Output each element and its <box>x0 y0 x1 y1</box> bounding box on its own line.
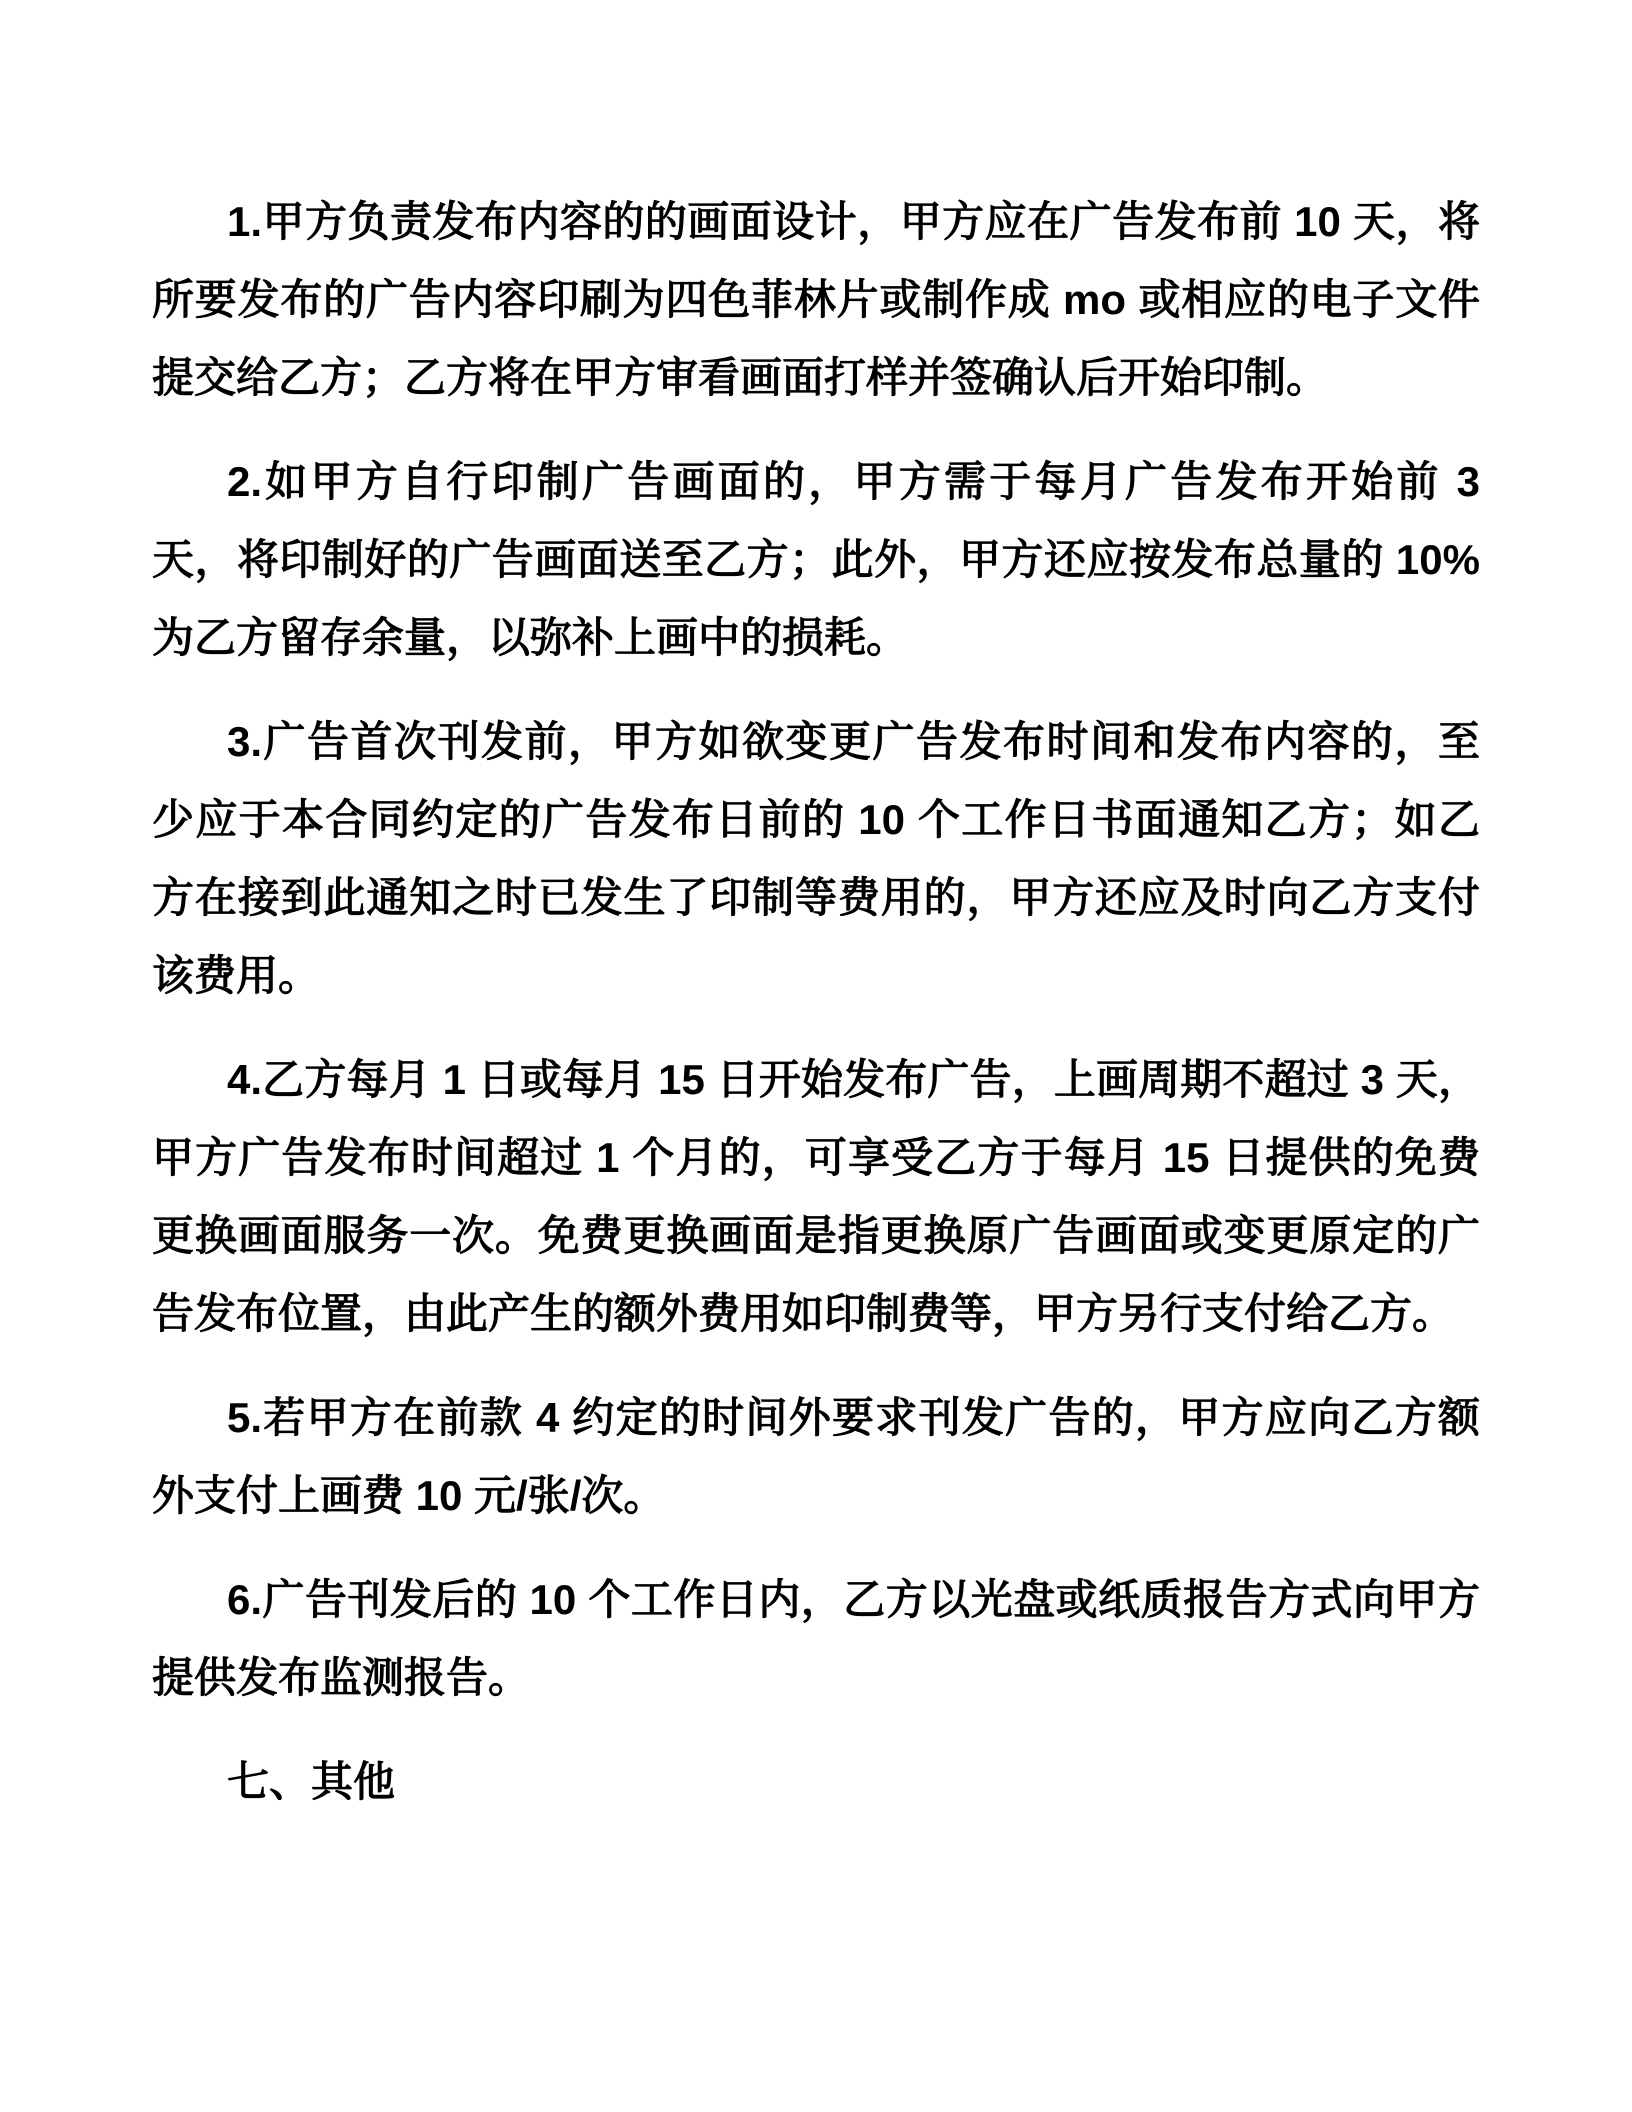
clause-4: 4.乙方每月 1 日或每月 15 日开始发布广告，上画周期不超过 3 天，甲方广告发布时间超过 1 个月的，可享受乙方于每月 15 日提供的免费更换画面服务一次。免费更换画面是指更换原广告画面或变更原定的广告发布位置，由此产生的额外费用如印制费等，甲方另行支付给乙方。 <box>152 1056 1480 1337</box>
clause-5: 5.若甲方在前款 4 约定的时间外要求刊发广告的，甲方应向乙方额外支付上画费 10 元/张/次。 <box>152 1394 1480 1519</box>
section-heading-other: 七、其他 <box>227 1758 396 1805</box>
clause-3: 3.广告首次刊发前，甲方如欲变更广告发布时间和发布内容的，至少应于本合同约定的广告发布日前的 10 个工作日书面通知乙方；如乙方在接到此通知之时已发生了印制等费用的，甲方还应及时向乙方支付该费用。 <box>152 718 1480 999</box>
clause-6: 6.广告刊发后的 10 个工作日内，乙方以光盘或纸质报告方式向甲方提供发布监测报告。 <box>152 1576 1480 1701</box>
clause-2: 2.如甲方自行印制广告画面的，甲方需于每月广告发布开始前 3 天，将印制好的广告画面送至乙方；此外，甲方还应按发布总量的 10%为乙方留存余量，以弥补上画中的损耗。 <box>152 458 1480 661</box>
clause-1: 1.甲方负责发布内容的的画面设计，甲方应在广告发布前 10 天，将所要发布的广告内容印刷为四色菲林片或制作成 mo 或相应的电子文件提交给乙方；乙方将在甲方审看画面打样并签确认后开始印制。 <box>152 198 1480 401</box>
contract-text-body <box>152 183 1480 1847</box>
